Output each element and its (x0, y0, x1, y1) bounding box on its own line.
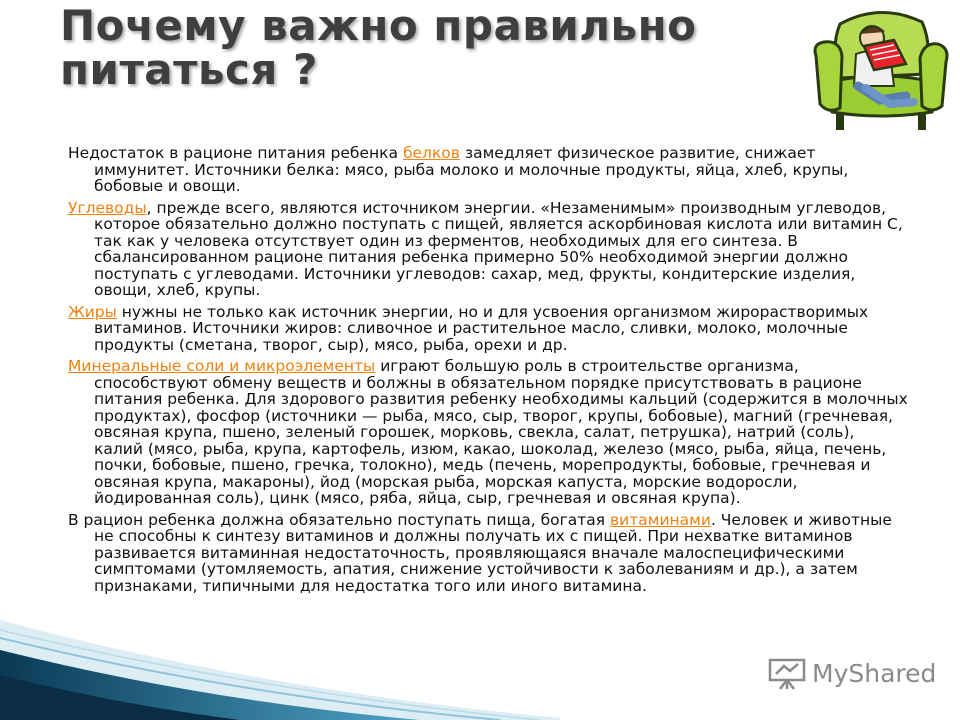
link-fats[interactable]: Жиры (68, 302, 117, 321)
slide-title (60, 1, 697, 94)
paragraph-minerals (68, 358, 908, 507)
title-line-2: питаться ? (60, 45, 318, 94)
decorative-swoosh (0, 580, 560, 720)
paragraph-text: Недостаток в рационе питания ребенка (68, 144, 403, 162)
paragraph-carbohydrates (68, 200, 908, 299)
paragraph-text: , прежде всего, являются источником энергии. «Незаменимым» производным углеводов, которое обязательно должно поступать с пищей, является аскорбиновая кислота или витамин С, так как у человека отсутствует один из ферментов, необходимых для его синтеза. В сбалансированном рационе питания ребенка примерно 50% необходимой энергии должно поступать с углеводами. Источники углеводов: сахар, мед, фрукты, кондитерские изделия, овощи, хлеб, крупы. (94, 198, 903, 299)
title-line-1: Почему важно правильно (60, 1, 697, 50)
paragraph-fats (68, 304, 908, 354)
paragraph-text: играют большую роль в строительстве организма, способствуют обмену веществ и болжны в обязательном порядке присутствовать в рационе питания ребенка. Для здорового развития ребенку необходимы кальций (содержится в молочных продуктах), фосфор (источники — рыба, мясо, сыр, творог, крупы, бобовые), магний (гречневая, овсяная крупа, пшено, зеленый горошек, морковь, свекла, салат, петрушка), натрий (соль), калий (мясо, рыба, крупа, картофель, изюм, какао, шоколад, железо (мясо, рыба, яйца, печень, почки, бобовые, пшено, гречка, толокно), медь (печень, морепродукты, бобовые, гречневая и овсяная крупа, макароны), йод (морская рыба, морская капуста, морские водоросли, йодированная соль), цинк (мясо, ряба, яйца, сыр, гречневая и овсяная крупа). (94, 357, 908, 507)
body-text (68, 145, 908, 599)
paragraph-text: В рацион ребенка должна обязательно поступать пища, богатая (68, 510, 611, 529)
link-proteins[interactable]: белков (402, 144, 460, 162)
link-carbohydrates[interactable]: Углеводы (68, 198, 147, 217)
paragraph-text: замедляет физическое развитие, снижает иммунитет. Источники белка: мясо, рыба молоко и молочные продукты, яйца, хлеб, крупы, бобовые и овощи. (94, 144, 849, 195)
watermark-text: MyShared (812, 658, 937, 688)
projector-screen-icon (768, 656, 808, 690)
paragraph-text: . Человек и животные не способны к синтезу витаминов и должны получать их с пищей. При нехватке витаминов развивается витаминная недостаточность, проявляющаяся вначале малоспецифическими симптомами (утомляемость, апатия, снижение устойчивости к заболеваниям и др.), а затем признаками, типичными для недостатка того или иного витамина. (94, 510, 892, 595)
watermark (768, 656, 936, 690)
paragraph-text: нужны не только как источник энергии, но и для усвоения организмом жирорастворимых витаминов. Источники жиров: сливочное и растительное масло, сливки, молоко, молочные продукты (сметана, творог, сыр), мясо, рыба, орехи и др. (94, 302, 869, 354)
reading-armchair-illustration (810, 4, 952, 136)
link-minerals[interactable]: Минеральные соли и микроэлементы (68, 357, 376, 375)
link-vitamins[interactable]: витаминами (610, 510, 711, 529)
paragraph-proteins (68, 145, 908, 195)
